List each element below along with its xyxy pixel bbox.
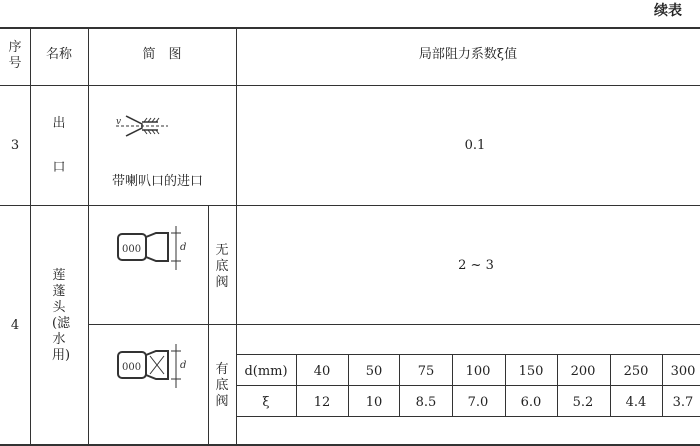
table-top-border	[0, 27, 700, 29]
row4-name: 莲蓬头(滤水用)	[52, 268, 71, 363]
header-name: 名称	[45, 47, 73, 62]
xi-value: 4.4	[625, 395, 647, 410]
dimension-symbol: d	[180, 242, 187, 253]
xi-value: 5.2	[572, 395, 594, 410]
bellmouth-inlet-sketch	[112, 112, 172, 138]
col-divider-3	[236, 28, 237, 445]
row4-sub1-value: 2 ~ 3	[458, 258, 494, 273]
row4-divider	[88, 324, 700, 325]
col-divider-2	[88, 28, 89, 445]
header-coefficient: 局部阻力系数ξ值	[418, 47, 518, 62]
xi-value: 8.5	[415, 395, 437, 410]
inner-col-6	[557, 354, 558, 416]
inner-table-mid	[237, 385, 700, 386]
header-bottom-border	[0, 85, 700, 86]
inner-col-7	[610, 354, 611, 416]
row3-name-line2: 口	[52, 160, 66, 175]
inner-col-1	[296, 354, 297, 416]
dimension-symbol: d	[180, 360, 187, 371]
inner-col-5	[505, 354, 506, 416]
row4-sub2-label: 有底阀	[215, 362, 229, 409]
d-value: 50	[365, 364, 383, 379]
xi-value: 6.0	[520, 395, 542, 410]
row3-value: 0.1	[464, 138, 486, 153]
col-divider-1	[30, 28, 31, 445]
xi-value: 12	[313, 395, 331, 410]
holes-symbol: 000	[122, 362, 142, 373]
continued-label: 续表	[654, 3, 682, 19]
row4-sub1-label: 无底阀	[215, 243, 229, 290]
d-value: 100	[465, 364, 491, 379]
inner-table-top	[237, 354, 700, 355]
d-value: 75	[417, 364, 435, 379]
header-sketch: 简 图	[142, 47, 182, 62]
inner-col-8	[662, 354, 663, 416]
d-value: 150	[518, 364, 544, 379]
strainer-with-valve-sketch	[110, 342, 190, 390]
d-value: 200	[570, 364, 596, 379]
row3-name-line1: 出	[52, 116, 66, 131]
xi-value: 10	[365, 395, 383, 410]
inner-table-bottom	[237, 416, 700, 417]
inner-col-4	[452, 354, 453, 416]
inner-col-3	[399, 354, 400, 416]
d-value: 250	[623, 364, 649, 379]
row3-bottom-border	[0, 205, 700, 206]
holes-symbol: 000	[122, 244, 142, 255]
velocity-symbol: v	[116, 117, 122, 127]
xi-value: 7.0	[467, 395, 489, 410]
d-header: d(mm)	[244, 364, 288, 379]
header-number: 序号	[8, 40, 22, 71]
d-value: 40	[313, 364, 331, 379]
row4-number: 4	[10, 318, 20, 333]
row3-sketch-caption: 带喇叭口的进口	[112, 174, 204, 189]
xi-header: ξ	[262, 395, 270, 410]
xi-value: 3.7	[672, 395, 694, 410]
row3-number: 3	[10, 138, 20, 153]
d-value: 300	[670, 364, 696, 379]
strainer-no-valve-sketch	[110, 224, 190, 272]
col-divider-sublabel	[208, 206, 209, 445]
inner-col-2	[348, 354, 349, 416]
